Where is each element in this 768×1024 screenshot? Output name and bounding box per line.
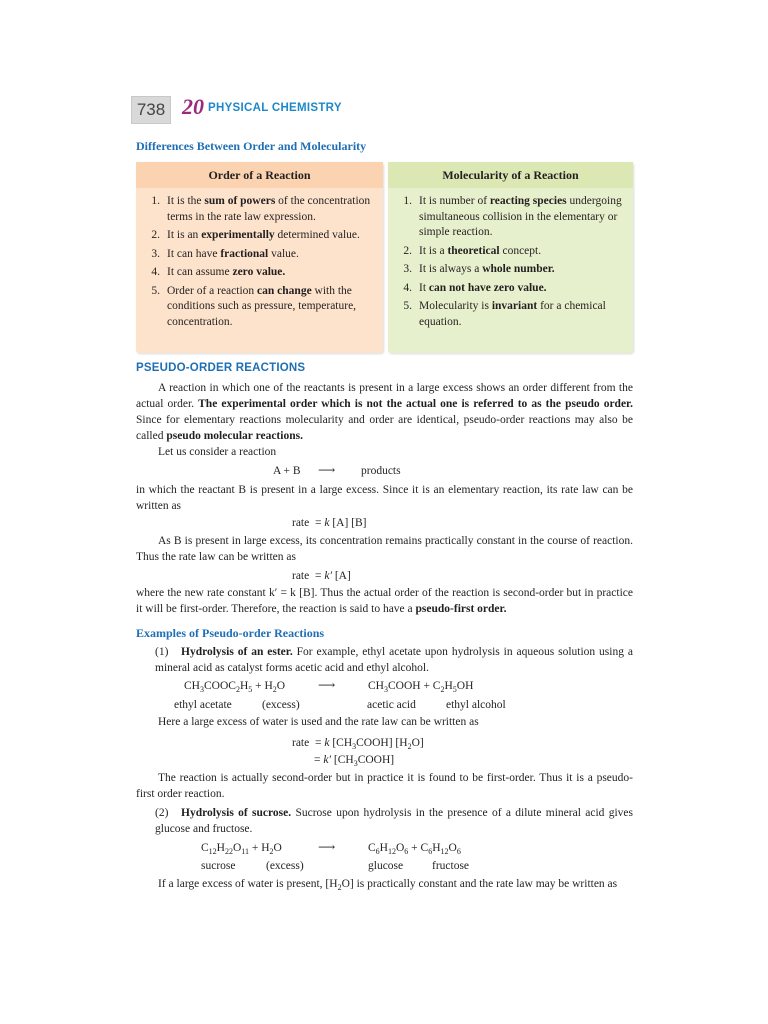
label-acetic-acid: acetic acid xyxy=(367,699,416,711)
order-box xyxy=(136,162,383,353)
order-item: 1. It is the sum of powers of the concentration terms in the rate law expression. xyxy=(151,195,371,223)
label-excess: (excess) xyxy=(262,699,300,711)
label-glucose: glucose xyxy=(368,860,404,872)
pseudo-paragraph-1: A reaction in which one of the reactants is present in a large excess shows an order different from the actual order. The experimental order which is not the actual one is referred to as the pseudo order. Since for elementary reactions molecularity and order are identical, pseudo-order reactions may also be called pseudo molecular reactions. xyxy=(136,382,633,442)
example-1-after: Here a large excess of water is used and the rate law can be written as xyxy=(158,716,479,728)
pseudo-rate-law-equation: rate = k′ [A] xyxy=(292,570,351,582)
order-item: 2. It is an experimentally determined value. xyxy=(151,229,360,241)
label-ethyl-acetate: ethyl acetate xyxy=(174,699,232,711)
ester-reactants: $CH_3COOC_2H_5 + H_2O$ xyxy=(184,680,286,694)
order-item: 4. It can assume zero value. xyxy=(151,266,286,278)
pseudo-paragraph-3: in which the reactant B is present in a large excess. Since it is an elementary reaction, its rate law can be written as xyxy=(136,484,633,512)
order-item: 5. Order of a reaction can change with the conditions such as pressure, temperature, concentration. xyxy=(151,284,357,328)
pseudo-paragraph-2: Let us consider a reaction xyxy=(158,446,277,458)
section-heading-differences: Differences Between Order and Molecularity xyxy=(136,139,367,153)
sucrose-reactants: $C_{12}H_{22}O_{11} + H_2O$ xyxy=(201,842,282,856)
reaction-arrow: ⟶ xyxy=(318,463,336,477)
molecularity-box-heading: Molecularity of a Reaction xyxy=(442,168,579,182)
chapter-number: 20 xyxy=(182,94,204,119)
label-excess: (excess) xyxy=(266,860,304,872)
example-1-conclusion: The reaction is actually second-order but in practice it is found to be first-order. Thus it is a pseudo-first order reaction. xyxy=(136,772,633,800)
sucrose-products: $C_6H_{12}O_6 + C_6H_{12}O_6$ xyxy=(368,842,461,856)
page-number: 738 xyxy=(131,96,171,124)
label-ethyl-alcohol: ethyl alcohol xyxy=(446,699,506,711)
ester-rate-law-2: = k′ $[CH_3COOH]$ xyxy=(314,754,395,768)
label-fructose: fructose xyxy=(432,860,470,872)
molecularity-list xyxy=(394,194,625,333)
equation-products: products xyxy=(361,465,401,477)
molecularity-item: 4. It can not have zero value. xyxy=(403,281,547,294)
pseudo-paragraph-4: As B is present in large excess, its concentration remains practically constant in the course of reaction. Thus the rate law can be written as xyxy=(136,535,633,563)
equation-a-plus-b: A + B xyxy=(273,465,301,477)
molecularity-item: 3. It is always a whole number. xyxy=(403,263,555,275)
pseudo-order-heading: PSEUDO-ORDER REACTIONS xyxy=(136,362,306,374)
reaction-arrow: ⟶ xyxy=(318,840,336,854)
molecularity-item: 5. Molecularity is invariant for a chemical equation. xyxy=(403,300,606,328)
examples-heading: Examples of Pseudo-order Reactions xyxy=(136,626,325,640)
label-sucrose: sucrose xyxy=(201,860,236,872)
ester-rate-law-1: rate = k $[CH_3COOH]$ $[H_2O]$ xyxy=(292,737,424,751)
molecularity-item: 1. It is number of reacting species undergoing simultaneous collision in the elementary or simple reaction. xyxy=(403,195,622,238)
rate-law-equation: rate = k [A] [B] xyxy=(292,517,367,529)
example-1: (1) Hydrolysis of an ester. For example, ethyl acetate upon hydrolysis in aqueous solution using a mineral acid as catalyst forms acetic acid and ethyl alcohol. xyxy=(155,646,633,674)
molecularity-box xyxy=(388,162,633,353)
reaction-arrow: ⟶ xyxy=(318,678,336,692)
order-list xyxy=(142,194,375,333)
ester-products: $CH_3COOH + C_2H_5OH$ xyxy=(368,680,474,694)
example-2-after: If a large excess of water is present, $[H_2O]$ is practically constant and the rate law may be written as xyxy=(158,878,618,892)
molecularity-item: 2. It is a theoretical concept. xyxy=(403,244,542,257)
chapter-title: PHYSICAL CHEMISTRY xyxy=(208,102,342,114)
order-box-heading: Order of a Reaction xyxy=(208,168,311,182)
order-item: 3. It can have fractional value. xyxy=(151,247,299,260)
pseudo-paragraph-5: where the new rate constant k′ = k [B]. Thus the actual order of the reaction is second-order but in practice it will be first-order. Therefore, the reaction is said to have a pseudo-first order. xyxy=(136,587,633,615)
example-2: (2) Hydrolysis of sucrose. Sucrose upon hydrolysis in the presence of a dilute mineral acid gives glucose and fructose. xyxy=(155,807,633,835)
